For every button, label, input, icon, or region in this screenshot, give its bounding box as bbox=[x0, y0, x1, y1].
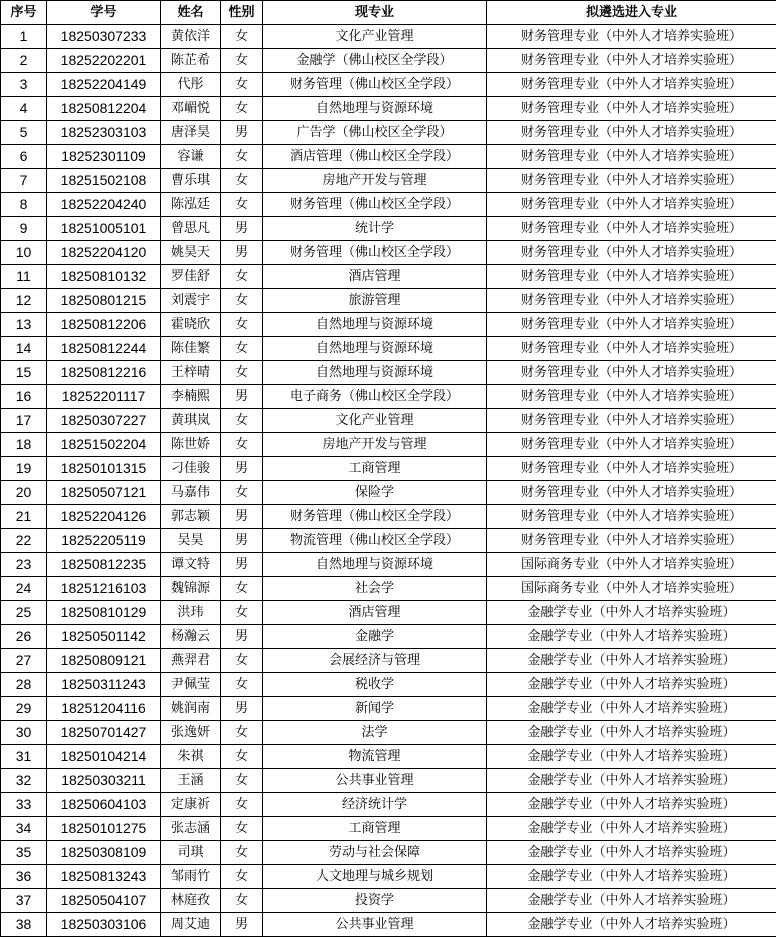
table-row bbox=[1, 481, 776, 505]
cell-target-major: 财务管理专业（中外人才培养实验班） bbox=[487, 73, 776, 97]
cell-student-id: 18252201117 bbox=[47, 385, 161, 409]
cell-name: 林庭孜 bbox=[161, 889, 221, 913]
cell-seq: 2 bbox=[1, 49, 47, 73]
cell-current-major: 财务管理（佛山校区全学段） bbox=[263, 241, 487, 265]
header-student-id: 学号 bbox=[47, 1, 161, 25]
cell-seq: 15 bbox=[1, 361, 47, 385]
table-row bbox=[1, 25, 776, 49]
cell-seq: 30 bbox=[1, 721, 47, 745]
cell-target-major: 金融学专业（中外人才培养实验班） bbox=[487, 889, 776, 913]
cell-seq: 28 bbox=[1, 673, 47, 697]
cell-name: 曾思凡 bbox=[161, 217, 221, 241]
cell-name: 姚昊天 bbox=[161, 241, 221, 265]
cell-student-id: 18250801215 bbox=[47, 289, 161, 313]
cell-student-id: 18250101275 bbox=[47, 817, 161, 841]
cell-target-major: 国际商务专业（中外人才培养实验班） bbox=[487, 577, 776, 601]
cell-gender: 女 bbox=[221, 337, 263, 361]
cell-student-id: 18251005101 bbox=[47, 217, 161, 241]
cell-name: 陈世娇 bbox=[161, 433, 221, 457]
cell-current-major: 自然地理与资源环境 bbox=[263, 361, 487, 385]
cell-gender: 女 bbox=[221, 745, 263, 769]
cell-target-major: 金融学专业（中外人才培养实验班） bbox=[487, 601, 776, 625]
cell-seq: 8 bbox=[1, 193, 47, 217]
header-seq: 序号 bbox=[1, 1, 47, 25]
cell-name: 洪玮 bbox=[161, 601, 221, 625]
cell-gender: 女 bbox=[221, 865, 263, 889]
cell-current-major: 酒店管理 bbox=[263, 265, 487, 289]
cell-gender: 女 bbox=[221, 49, 263, 73]
cell-target-major: 金融学专业（中外人才培养实验班） bbox=[487, 673, 776, 697]
cell-gender: 女 bbox=[221, 577, 263, 601]
cell-current-major: 自然地理与资源环境 bbox=[263, 97, 487, 121]
cell-current-major: 人文地理与城乡规划 bbox=[263, 865, 487, 889]
cell-name: 朱祺 bbox=[161, 745, 221, 769]
cell-gender: 女 bbox=[221, 769, 263, 793]
cell-target-major: 国际商务专业（中外人才培养实验班） bbox=[487, 553, 776, 577]
cell-student-id: 18250701427 bbox=[47, 721, 161, 745]
cell-gender: 女 bbox=[221, 793, 263, 817]
cell-current-major: 酒店管理（佛山校区全学段） bbox=[263, 145, 487, 169]
cell-seq: 26 bbox=[1, 625, 47, 649]
cell-seq: 29 bbox=[1, 697, 47, 721]
cell-target-major: 金融学专业（中外人才培养实验班） bbox=[487, 841, 776, 865]
cell-target-major: 财务管理专业（中外人才培养实验班） bbox=[487, 385, 776, 409]
cell-student-id: 18250504107 bbox=[47, 889, 161, 913]
cell-target-major: 金融学专业（中外人才培养实验班） bbox=[487, 913, 776, 937]
cell-seq: 33 bbox=[1, 793, 47, 817]
cell-target-major: 财务管理专业（中外人才培养实验班） bbox=[487, 217, 776, 241]
cell-seq: 10 bbox=[1, 241, 47, 265]
cell-student-id: 18250813243 bbox=[47, 865, 161, 889]
cell-current-major: 自然地理与资源环境 bbox=[263, 337, 487, 361]
cell-target-major: 金融学专业（中外人才培养实验班） bbox=[487, 769, 776, 793]
cell-name: 姚润南 bbox=[161, 697, 221, 721]
cell-target-major: 财务管理专业（中外人才培养实验班） bbox=[487, 505, 776, 529]
cell-seq: 34 bbox=[1, 817, 47, 841]
cell-name: 杨瀚云 bbox=[161, 625, 221, 649]
cell-student-id: 18252303103 bbox=[47, 121, 161, 145]
table-row bbox=[1, 529, 776, 553]
cell-seq: 35 bbox=[1, 841, 47, 865]
cell-current-major: 旅游管理 bbox=[263, 289, 487, 313]
cell-current-major: 自然地理与资源环境 bbox=[263, 313, 487, 337]
table-row bbox=[1, 913, 776, 937]
table-row bbox=[1, 49, 776, 73]
cell-target-major: 金融学专业（中外人才培养实验班） bbox=[487, 865, 776, 889]
cell-gender: 女 bbox=[221, 481, 263, 505]
cell-target-major: 财务管理专业（中外人才培养实验班） bbox=[487, 529, 776, 553]
cell-current-major: 经济统计学 bbox=[263, 793, 487, 817]
cell-target-major: 财务管理专业（中外人才培养实验班） bbox=[487, 145, 776, 169]
cell-gender: 男 bbox=[221, 385, 263, 409]
cell-current-major: 工商管理 bbox=[263, 457, 487, 481]
cell-name: 刘震宇 bbox=[161, 289, 221, 313]
cell-gender: 男 bbox=[221, 529, 263, 553]
cell-student-id: 18250307233 bbox=[47, 25, 161, 49]
cell-seq: 38 bbox=[1, 913, 47, 937]
cell-target-major: 财务管理专业（中外人才培养实验班） bbox=[487, 193, 776, 217]
table-row bbox=[1, 169, 776, 193]
table-row bbox=[1, 553, 776, 577]
table-row bbox=[1, 865, 776, 889]
cell-student-id: 18250812216 bbox=[47, 361, 161, 385]
cell-seq: 18 bbox=[1, 433, 47, 457]
cell-current-major: 工商管理 bbox=[263, 817, 487, 841]
table-row bbox=[1, 625, 776, 649]
cell-gender: 女 bbox=[221, 289, 263, 313]
cell-current-major: 会展经济与管理 bbox=[263, 649, 487, 673]
cell-gender: 男 bbox=[221, 241, 263, 265]
cell-gender: 女 bbox=[221, 193, 263, 217]
cell-seq: 16 bbox=[1, 385, 47, 409]
table-row bbox=[1, 217, 776, 241]
cell-seq: 17 bbox=[1, 409, 47, 433]
cell-current-major: 公共事业管理 bbox=[263, 913, 487, 937]
cell-student-id: 18250308109 bbox=[47, 841, 161, 865]
cell-target-major: 财务管理专业（中外人才培养实验班） bbox=[487, 169, 776, 193]
table-row bbox=[1, 385, 776, 409]
cell-seq: 13 bbox=[1, 313, 47, 337]
cell-seq: 4 bbox=[1, 97, 47, 121]
cell-target-major: 金融学专业（中外人才培养实验班） bbox=[487, 793, 776, 817]
cell-seq: 19 bbox=[1, 457, 47, 481]
table-row bbox=[1, 889, 776, 913]
cell-target-major: 财务管理专业（中外人才培养实验班） bbox=[487, 49, 776, 73]
cell-name: 黄依洋 bbox=[161, 25, 221, 49]
cell-name: 邹雨竹 bbox=[161, 865, 221, 889]
cell-student-id: 18250810129 bbox=[47, 601, 161, 625]
table-row bbox=[1, 241, 776, 265]
cell-current-major: 电子商务（佛山校区全学段） bbox=[263, 385, 487, 409]
cell-target-major: 财务管理专业（中外人才培养实验班） bbox=[487, 25, 776, 49]
cell-target-major: 财务管理专业（中外人才培养实验班） bbox=[487, 481, 776, 505]
cell-target-major: 金融学专业（中外人才培养实验班） bbox=[487, 649, 776, 673]
cell-target-major: 财务管理专业（中外人才培养实验班） bbox=[487, 433, 776, 457]
cell-gender: 女 bbox=[221, 265, 263, 289]
cell-target-major: 财务管理专业（中外人才培养实验班） bbox=[487, 241, 776, 265]
cell-student-id: 18250104214 bbox=[47, 745, 161, 769]
cell-gender: 女 bbox=[221, 73, 263, 97]
cell-current-major: 金融学 bbox=[263, 625, 487, 649]
cell-seq: 32 bbox=[1, 769, 47, 793]
table-row bbox=[1, 313, 776, 337]
cell-current-major: 社会学 bbox=[263, 577, 487, 601]
cell-gender: 女 bbox=[221, 601, 263, 625]
cell-name: 曹乐琪 bbox=[161, 169, 221, 193]
cell-student-id: 18252301109 bbox=[47, 145, 161, 169]
cell-current-major: 文化产业管理 bbox=[263, 25, 487, 49]
cell-current-major: 文化产业管理 bbox=[263, 409, 487, 433]
cell-current-major: 法学 bbox=[263, 721, 487, 745]
cell-student-id: 18252204120 bbox=[47, 241, 161, 265]
cell-gender: 女 bbox=[221, 409, 263, 433]
cell-seq: 11 bbox=[1, 265, 47, 289]
cell-student-id: 18250812206 bbox=[47, 313, 161, 337]
header-gender: 性别 bbox=[221, 1, 263, 25]
cell-seq: 36 bbox=[1, 865, 47, 889]
cell-name: 唐泽昊 bbox=[161, 121, 221, 145]
cell-name: 谭文特 bbox=[161, 553, 221, 577]
cell-gender: 女 bbox=[221, 649, 263, 673]
cell-name: 邓嵋悦 bbox=[161, 97, 221, 121]
cell-seq: 25 bbox=[1, 601, 47, 625]
table-row bbox=[1, 97, 776, 121]
cell-gender: 女 bbox=[221, 361, 263, 385]
table-row bbox=[1, 649, 776, 673]
table-row bbox=[1, 289, 776, 313]
cell-name: 张逸妍 bbox=[161, 721, 221, 745]
cell-current-major: 劳动与社会保障 bbox=[263, 841, 487, 865]
cell-target-major: 财务管理专业（中外人才培养实验班） bbox=[487, 409, 776, 433]
table-row bbox=[1, 193, 776, 217]
cell-student-id: 18251204116 bbox=[47, 697, 161, 721]
cell-seq: 3 bbox=[1, 73, 47, 97]
cell-student-id: 18252202201 bbox=[47, 49, 161, 73]
cell-gender: 男 bbox=[221, 625, 263, 649]
cell-name: 魏锦源 bbox=[161, 577, 221, 601]
cell-student-id: 18251502204 bbox=[47, 433, 161, 457]
cell-name: 陈芷希 bbox=[161, 49, 221, 73]
table-row bbox=[1, 697, 776, 721]
cell-name: 张志涵 bbox=[161, 817, 221, 841]
cell-gender: 男 bbox=[221, 457, 263, 481]
table-row bbox=[1, 841, 776, 865]
cell-student-id: 18250809121 bbox=[47, 649, 161, 673]
cell-current-major: 投资学 bbox=[263, 889, 487, 913]
cell-student-id: 18250303106 bbox=[47, 913, 161, 937]
cell-seq: 20 bbox=[1, 481, 47, 505]
cell-name: 司琪 bbox=[161, 841, 221, 865]
cell-student-id: 18251502108 bbox=[47, 169, 161, 193]
cell-name: 代彤 bbox=[161, 73, 221, 97]
cell-gender: 女 bbox=[221, 145, 263, 169]
cell-seq: 37 bbox=[1, 889, 47, 913]
table-row bbox=[1, 337, 776, 361]
cell-name: 马嘉伟 bbox=[161, 481, 221, 505]
cell-student-id: 18252204126 bbox=[47, 505, 161, 529]
header-row bbox=[1, 1, 776, 25]
cell-gender: 男 bbox=[221, 913, 263, 937]
table-row bbox=[1, 673, 776, 697]
cell-target-major: 金融学专业（中外人才培养实验班） bbox=[487, 625, 776, 649]
table-row bbox=[1, 361, 776, 385]
cell-name: 黄琪岚 bbox=[161, 409, 221, 433]
cell-seq: 27 bbox=[1, 649, 47, 673]
cell-target-major: 财务管理专业（中外人才培养实验班） bbox=[487, 265, 776, 289]
cell-student-id: 18250812244 bbox=[47, 337, 161, 361]
cell-current-major: 公共事业管理 bbox=[263, 769, 487, 793]
cell-name: 容谦 bbox=[161, 145, 221, 169]
cell-name: 罗佳舒 bbox=[161, 265, 221, 289]
cell-seq: 1 bbox=[1, 25, 47, 49]
cell-student-id: 18250307227 bbox=[47, 409, 161, 433]
cell-current-major: 财务管理（佛山校区全学段） bbox=[263, 73, 487, 97]
header-current-major: 现专业 bbox=[263, 1, 487, 25]
cell-current-major: 物流管理 bbox=[263, 745, 487, 769]
cell-current-major: 房地产开发与管理 bbox=[263, 169, 487, 193]
cell-target-major: 财务管理专业（中外人才培养实验班） bbox=[487, 457, 776, 481]
table-row bbox=[1, 409, 776, 433]
cell-current-major: 财务管理（佛山校区全学段） bbox=[263, 505, 487, 529]
cell-current-major: 酒店管理 bbox=[263, 601, 487, 625]
cell-name: 郭志颖 bbox=[161, 505, 221, 529]
cell-current-major: 税收学 bbox=[263, 673, 487, 697]
table-row bbox=[1, 793, 776, 817]
cell-gender: 男 bbox=[221, 505, 263, 529]
cell-student-id: 18250810132 bbox=[47, 265, 161, 289]
cell-current-major: 房地产开发与管理 bbox=[263, 433, 487, 457]
cell-target-major: 财务管理专业（中外人才培养实验班） bbox=[487, 97, 776, 121]
header-target-major: 拟遴选进入专业 bbox=[487, 1, 776, 25]
cell-student-id: 18252204240 bbox=[47, 193, 161, 217]
cell-target-major: 金融学专业（中外人才培养实验班） bbox=[487, 817, 776, 841]
cell-target-major: 财务管理专业（中外人才培养实验班） bbox=[487, 121, 776, 145]
cell-gender: 女 bbox=[221, 169, 263, 193]
cell-student-id: 18250604103 bbox=[47, 793, 161, 817]
table-row bbox=[1, 601, 776, 625]
table-row bbox=[1, 745, 776, 769]
cell-current-major: 财务管理（佛山校区全学段） bbox=[263, 193, 487, 217]
cell-gender: 男 bbox=[221, 121, 263, 145]
cell-student-id: 18250303211 bbox=[47, 769, 161, 793]
cell-gender: 女 bbox=[221, 841, 263, 865]
cell-gender: 男 bbox=[221, 217, 263, 241]
cell-name: 吴昊 bbox=[161, 529, 221, 553]
cell-seq: 14 bbox=[1, 337, 47, 361]
table-row bbox=[1, 433, 776, 457]
cell-student-id: 18250311243 bbox=[47, 673, 161, 697]
cell-gender: 女 bbox=[221, 97, 263, 121]
cell-target-major: 金融学专业（中外人才培养实验班） bbox=[487, 697, 776, 721]
cell-student-id: 18252205119 bbox=[47, 529, 161, 553]
cell-student-id: 18252204149 bbox=[47, 73, 161, 97]
cell-gender: 女 bbox=[221, 433, 263, 457]
cell-seq: 5 bbox=[1, 121, 47, 145]
cell-current-major: 统计学 bbox=[263, 217, 487, 241]
cell-gender: 女 bbox=[221, 817, 263, 841]
cell-seq: 7 bbox=[1, 169, 47, 193]
cell-name: 王梓晴 bbox=[161, 361, 221, 385]
cell-seq: 12 bbox=[1, 289, 47, 313]
table-row bbox=[1, 817, 776, 841]
cell-seq: 6 bbox=[1, 145, 47, 169]
cell-target-major: 财务管理专业（中外人才培养实验班） bbox=[487, 337, 776, 361]
cell-seq: 23 bbox=[1, 553, 47, 577]
cell-current-major: 广告学（佛山校区全学段） bbox=[263, 121, 487, 145]
cell-name: 定康祈 bbox=[161, 793, 221, 817]
table-row bbox=[1, 265, 776, 289]
cell-name: 李楠熙 bbox=[161, 385, 221, 409]
cell-name: 刁佳骏 bbox=[161, 457, 221, 481]
cell-current-major: 金融学（佛山校区全学段） bbox=[263, 49, 487, 73]
cell-target-major: 金融学专业（中外人才培养实验班） bbox=[487, 745, 776, 769]
cell-name: 尹佩莹 bbox=[161, 673, 221, 697]
cell-seq: 9 bbox=[1, 217, 47, 241]
cell-target-major: 财务管理专业（中外人才培养实验班） bbox=[487, 361, 776, 385]
cell-gender: 女 bbox=[221, 673, 263, 697]
cell-gender: 女 bbox=[221, 313, 263, 337]
cell-gender: 女 bbox=[221, 721, 263, 745]
cell-name: 陈泓廷 bbox=[161, 193, 221, 217]
cell-name: 燕羿君 bbox=[161, 649, 221, 673]
cell-target-major: 金融学专业（中外人才培养实验班） bbox=[487, 721, 776, 745]
cell-student-id: 18250812204 bbox=[47, 97, 161, 121]
cell-current-major: 保险学 bbox=[263, 481, 487, 505]
cell-current-major: 自然地理与资源环境 bbox=[263, 553, 487, 577]
table-row bbox=[1, 769, 776, 793]
table-row bbox=[1, 121, 776, 145]
cell-name: 霍晓欣 bbox=[161, 313, 221, 337]
header-name: 姓名 bbox=[161, 1, 221, 25]
cell-gender: 女 bbox=[221, 889, 263, 913]
cell-student-id: 18250101315 bbox=[47, 457, 161, 481]
cell-seq: 22 bbox=[1, 529, 47, 553]
cell-gender: 女 bbox=[221, 25, 263, 49]
table-row bbox=[1, 577, 776, 601]
cell-name: 王涵 bbox=[161, 769, 221, 793]
cell-student-id: 18251216103 bbox=[47, 577, 161, 601]
cell-seq: 31 bbox=[1, 745, 47, 769]
table-row bbox=[1, 457, 776, 481]
table-row bbox=[1, 505, 776, 529]
cell-current-major: 新闻学 bbox=[263, 697, 487, 721]
cell-gender: 男 bbox=[221, 697, 263, 721]
cell-current-major: 物流管理（佛山校区全学段） bbox=[263, 529, 487, 553]
cell-student-id: 18250507121 bbox=[47, 481, 161, 505]
cell-student-id: 18250812235 bbox=[47, 553, 161, 577]
cell-seq: 21 bbox=[1, 505, 47, 529]
cell-student-id: 18250501142 bbox=[47, 625, 161, 649]
cell-target-major: 财务管理专业（中外人才培养实验班） bbox=[487, 289, 776, 313]
table-row bbox=[1, 145, 776, 169]
table-row bbox=[1, 73, 776, 97]
cell-seq: 24 bbox=[1, 577, 47, 601]
cell-gender: 男 bbox=[221, 553, 263, 577]
cell-name: 陈佳繁 bbox=[161, 337, 221, 361]
cell-target-major: 财务管理专业（中外人才培养实验班） bbox=[487, 313, 776, 337]
table-row bbox=[1, 721, 776, 745]
cell-name: 周艾迪 bbox=[161, 913, 221, 937]
